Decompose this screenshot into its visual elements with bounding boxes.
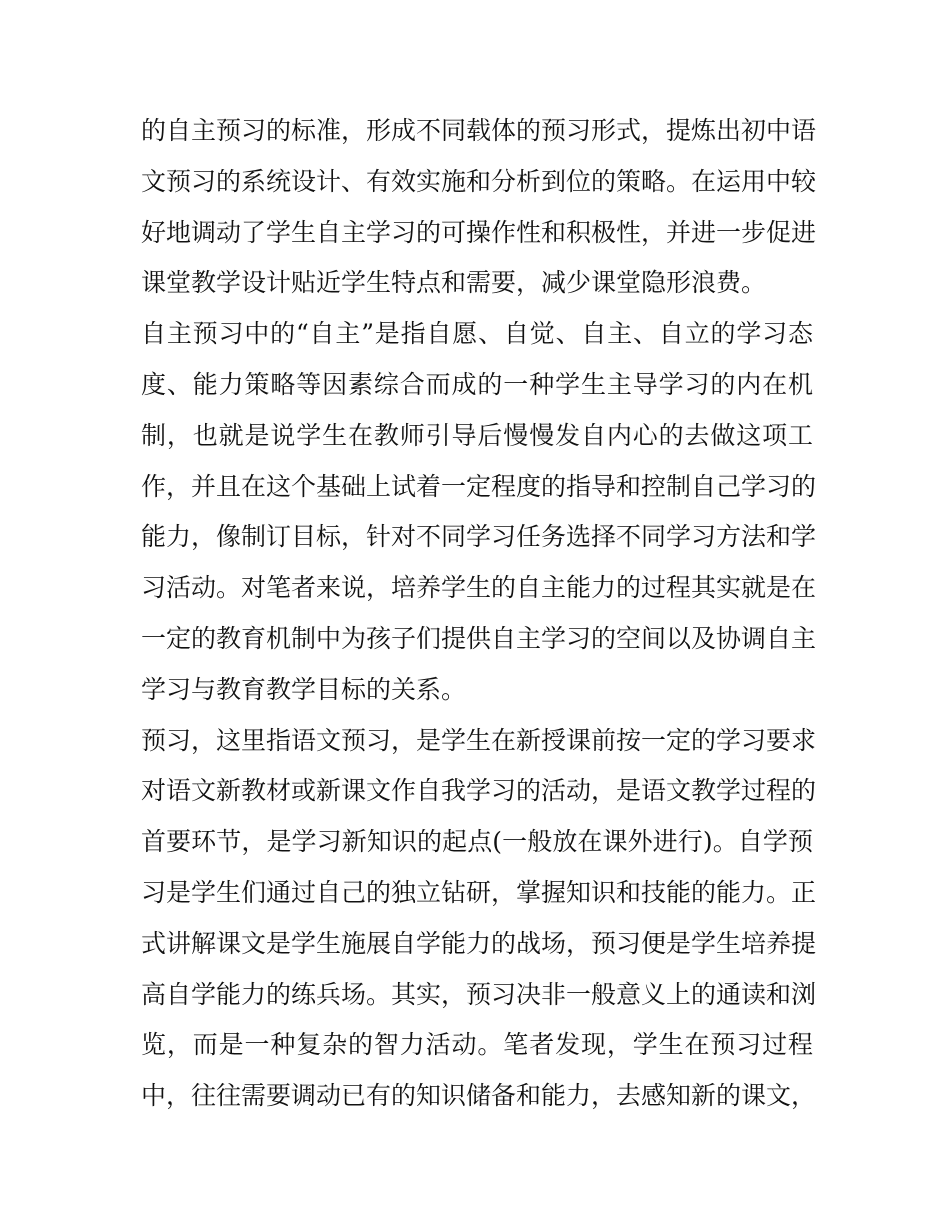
text-line: 高自学能力的练兵场。其实，预习决非一般意义上的通读和浏	[141, 979, 817, 1009]
text-line: 作，并且在这个基础上试着一定程度的指导和控制自己学习的	[141, 471, 817, 501]
text-line: 文预习的系统设计、有效实施和分析到位的策略。在运用中较	[141, 166, 817, 196]
text-line: 能力，像制订目标，针对不同学习任务选择不同学习方法和学	[141, 522, 817, 552]
text-line: 习是学生们通过自己的独立钻研，掌握知识和技能的能力。正	[141, 877, 817, 907]
text-line: 对语文新教材或新课文作自我学习的活动，是语文教学过程的	[141, 776, 817, 806]
paragraph-2	[141, 309, 817, 715]
text-line: 自主预习中的“自主”是指自愿、自觉、自主、自立的学习态	[141, 319, 813, 349]
text-line: 一定的教育机制中为孩子们提供自主学习的空间以及协调自主	[141, 623, 817, 653]
text-line: 学习与教育教学目标的关系。	[141, 674, 467, 704]
text-line: 好地调动了学生自主学习的可操作性和积极性，并进一步促进	[141, 217, 817, 247]
text-line: 课堂教学设计贴近学生特点和需要，减少课堂隐形浪费。	[141, 268, 767, 298]
text-line: 制，也就是说学生在教师引导后慢慢发自内心的去做这项工	[141, 420, 813, 450]
text-line: 度、能力策略等因素综合而成的一种学生主导学习的内在机	[141, 369, 813, 399]
paragraph-3	[141, 716, 817, 1122]
text-line: 首要环节，是学习新知识的起点(一般放在课外进行)。自学预	[141, 827, 813, 857]
text-line: 览，而是一种复杂的智力活动。笔者发现，学生在预习过程	[141, 1030, 813, 1060]
document-body	[141, 106, 817, 1122]
text-line: 中，往往需要调动已有的知识储备和能力，去感知新的课文，	[141, 1081, 817, 1111]
paragraph-1	[141, 106, 817, 309]
text-line: 的自主预习的标准，形成不同载体的预习形式，提炼出初中语	[141, 116, 817, 145]
text-line: 预习，这里指语文预习，是学生在新授课前按一定的学习要求	[141, 725, 817, 755]
text-line: 习活动。对笔者来说，培养学生的自主能力的过程其实就是在	[141, 573, 817, 603]
text-line: 式讲解课文是学生施展自学能力的战场，预习便是学生培养提	[141, 928, 817, 958]
